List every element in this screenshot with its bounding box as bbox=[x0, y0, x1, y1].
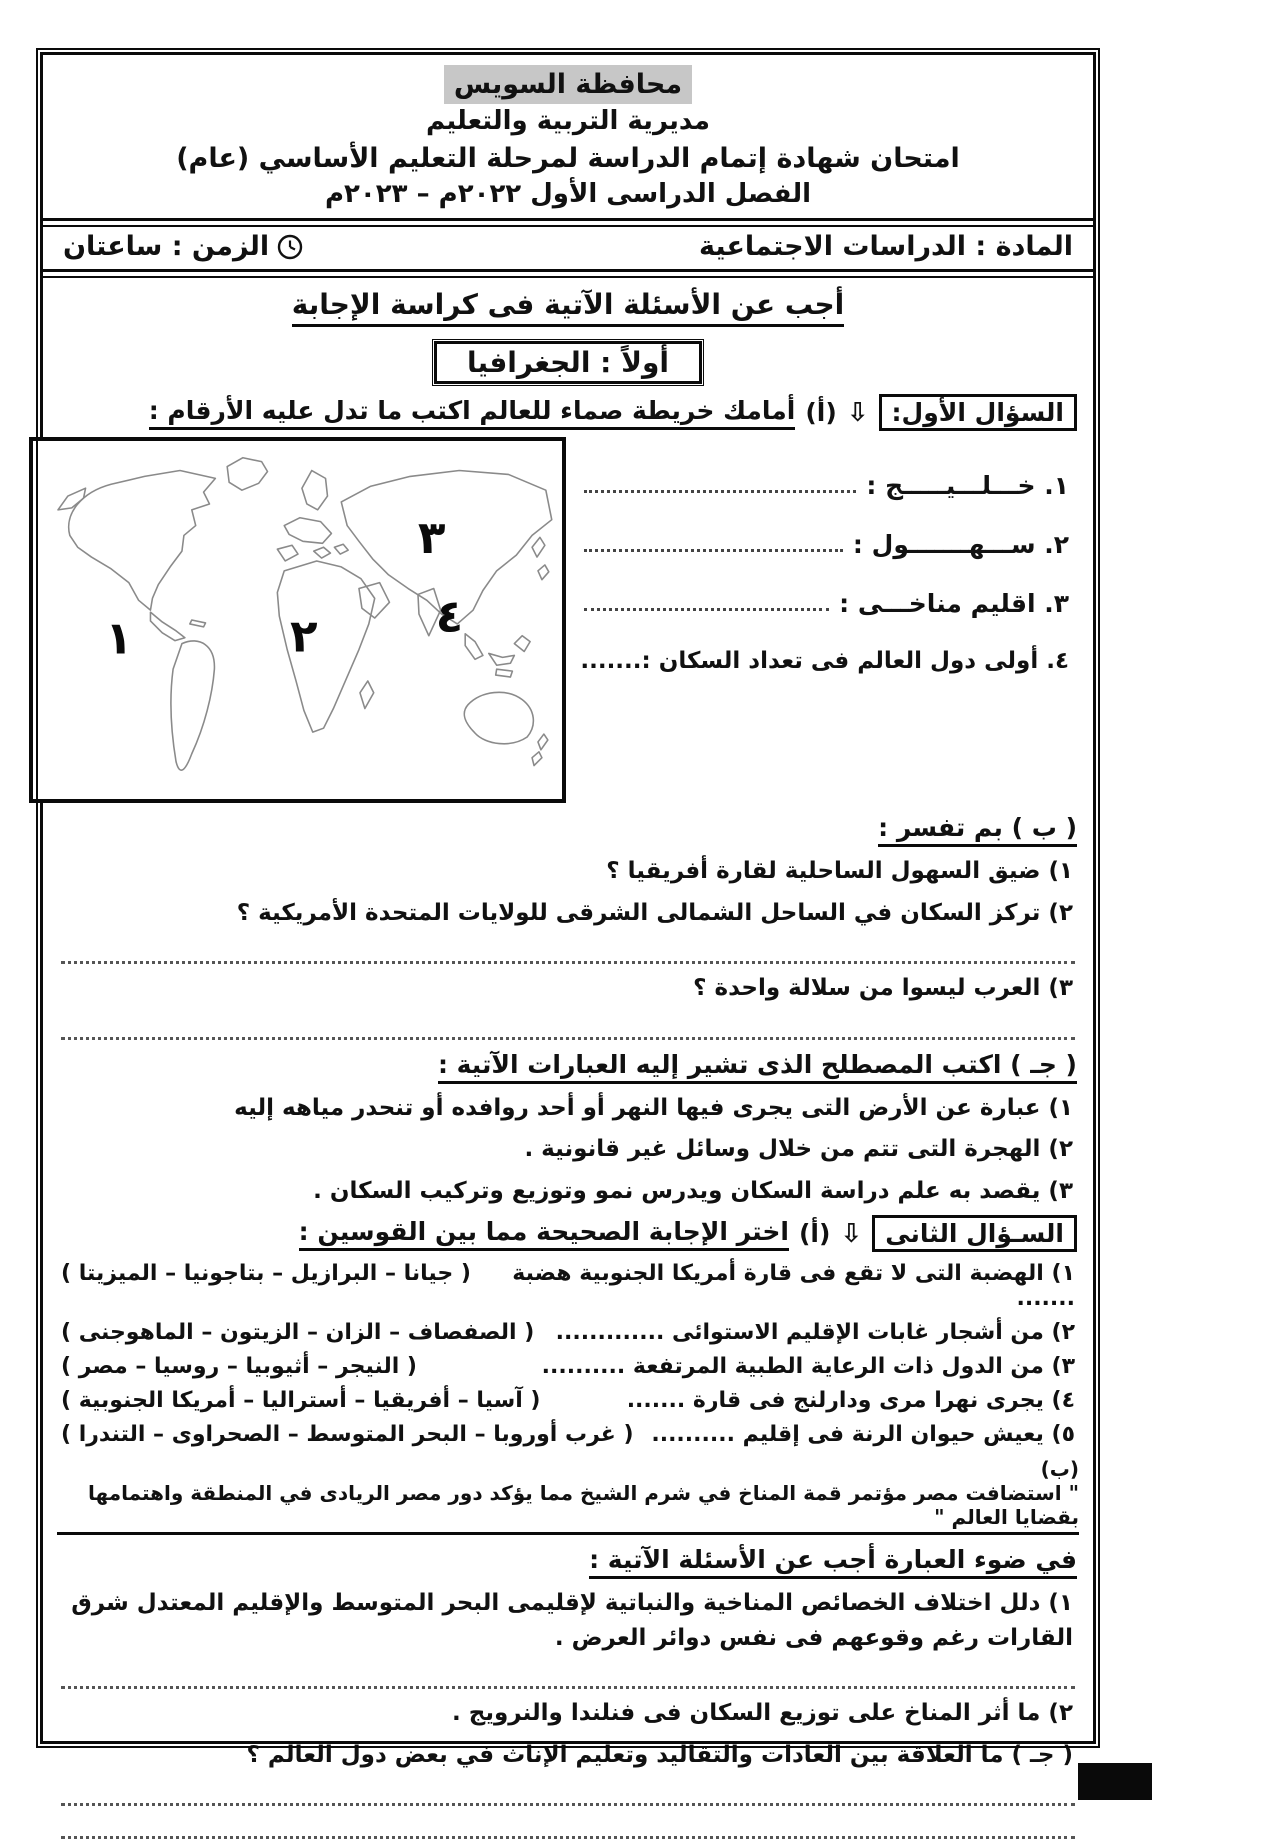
mcq-question: ١) الهضبة التى لا تقع فى قارة أمريكا الجنوبية هضبة ....... bbox=[512, 1261, 1075, 1312]
item-label: ١. خـــلـــيـــــج : bbox=[866, 471, 1069, 501]
question2-label: السـؤال الثانى bbox=[872, 1215, 1077, 1252]
mcq-row bbox=[61, 1261, 1075, 1311]
map-number-3: ٣ bbox=[418, 511, 446, 565]
q2-part-b-quote: " استضافت مصر مؤتمر قمة المناخ في شرم الشيخ مما يؤكد دور مصر الريادى في المنطقة واهتمامها بقضايا العالم " bbox=[57, 1481, 1079, 1535]
mcq-options: ( غرب أوروبا – البحر المتوسط – الصحراوى – التندرا ) bbox=[61, 1422, 634, 1448]
governorate-title: محافظة السويس bbox=[444, 65, 692, 104]
q1-part-b-heading bbox=[59, 813, 1077, 847]
divider bbox=[43, 269, 1093, 278]
instructions-text: أجب عن الأسئلة الآتية فى كراسة الإجابة bbox=[292, 288, 845, 327]
q1-part-c-label: ( جـ ) اكتب المصطلح الذى تشير إليه العبارات الآتية : bbox=[438, 1050, 1077, 1084]
exam-paper-page bbox=[40, 52, 1096, 1768]
mcq-question: ٥) يعيش حيوان الرنة فى إقليم .......... bbox=[651, 1422, 1075, 1448]
answer-line bbox=[61, 937, 1075, 964]
question1-body bbox=[57, 437, 1079, 803]
question1-heading bbox=[59, 394, 1077, 431]
mcq-options: ( آسيا – أفريقيا – أستراليا – أمريكا الجنوبية ) bbox=[61, 1388, 541, 1414]
mcq-options: ( الصفصاف – الزان – الزيتون – الماهوجنى ) bbox=[61, 1320, 535, 1346]
clock-icon bbox=[277, 234, 303, 260]
answer-blank bbox=[584, 608, 829, 611]
map-number-2: ٢ bbox=[290, 609, 319, 663]
answer-blank bbox=[584, 490, 856, 493]
question2-heading bbox=[59, 1215, 1077, 1252]
question1-part-a-text: أمامك خريطة صماء للعالم اكتب ما تدل عليه الأرقام : bbox=[149, 396, 796, 430]
part-b-prefix: (ب) bbox=[1040, 1457, 1079, 1482]
q2-part-c: ( جـ ) ما العلاقة بين العادات والتقاليد وتعليم الإناث في بعض دول العالم ؟ bbox=[246, 1741, 1073, 1768]
question1-label: السؤال الأول: bbox=[879, 394, 1077, 431]
time-block bbox=[63, 231, 303, 262]
q2-part-b-item: ١) دلل اختلاف الخصائص المناخية والنباتية لإقليمى البحر المتوسط والإقليم المعتدل شرق القارات رغم وقوعهم فى نفس دوائر العرض . bbox=[71, 1590, 1073, 1651]
q1-part-b-item: ٣) العرب ليسوا من سلالة واحدة ؟ bbox=[693, 975, 1073, 1002]
down-arrow-icon: ⇩ bbox=[846, 397, 869, 428]
divider bbox=[43, 218, 1093, 227]
q1-part-c-item: ١) عبارة عن الأرض التى يجرى فيها النهر أو أحد روافده أو تنحدر مياهه إليه bbox=[234, 1094, 1073, 1121]
q2-part-b-follow bbox=[59, 1545, 1077, 1579]
time-label: الزمن : ساعتان bbox=[63, 231, 270, 263]
list-item bbox=[580, 648, 1069, 674]
q1-part-c-item: ٢) الهجرة التى تتم من خلال وسائل غير قانونية . bbox=[524, 1136, 1073, 1163]
q2-part-b-follow-text: في ضوء العبارة أجب عن الأسئلة الآتية : bbox=[589, 1545, 1077, 1579]
part-a-prefix: (أ) bbox=[805, 398, 837, 428]
map-number-labels bbox=[106, 511, 464, 664]
mcq-row bbox=[61, 1388, 1075, 1413]
mcq-options: ( النيجر – أثيوبيا – روسيا – مصر ) bbox=[61, 1354, 417, 1380]
q2-part-b-quote-row bbox=[57, 1457, 1079, 1535]
term-title: الفصل الدراسى الأول ٢٠٢٢م – ٢٠٢٣م bbox=[324, 179, 811, 210]
exam-title: امتحان شهادة إتمام الدراسة لمرحلة التعليم الأساسي (عام) bbox=[176, 143, 960, 175]
mcq-question: ٣) من الدول ذات الرعاية الطبية المرتفعة .......... bbox=[541, 1354, 1075, 1380]
q1-part-b-item: ٢) تركز السكان في الساحل الشمالى الشرقى للولايات المتحدة الأمريكية ؟ bbox=[236, 899, 1073, 926]
q1-part-c-heading bbox=[59, 1050, 1077, 1084]
mcq-row bbox=[61, 1320, 1075, 1345]
item-label: ٣. اقليم مناخـــى : bbox=[839, 589, 1069, 619]
list-item bbox=[580, 589, 1069, 618]
mcq-question: ٤) يجرى نهرا مرى ودارلنج فى قارة ....... bbox=[626, 1388, 1075, 1414]
question2-part-a-text: اختر الإجابة الصحيحة مما بين القوسين : bbox=[299, 1217, 789, 1251]
mcq-question: ٢) من أشجار غابات الإقليم الاستوائى ............. bbox=[555, 1320, 1075, 1346]
q2-part-b-item: ٢) ما أثر المناخ على توزيع السكان فى فنلندا والنرويج . bbox=[452, 1700, 1073, 1727]
blank-world-map bbox=[29, 437, 566, 803]
down-arrow-icon: ⇩ bbox=[840, 1218, 863, 1249]
subject-label: المادة : الدراسات الاجتماعية bbox=[699, 231, 1073, 263]
mcq-row bbox=[61, 1422, 1075, 1447]
map-number-1: ١ bbox=[105, 611, 134, 665]
item-label: ٤. أولى دول العالم فى تعداد السكان :....... bbox=[580, 648, 1069, 675]
answer-line bbox=[61, 1013, 1075, 1040]
q1-part-c-item: ٣) يقصد به علم دراسة السكان ويدرس نمو وتوزيع وتركيب السكان . bbox=[313, 1177, 1073, 1204]
world-map-svg bbox=[33, 441, 562, 799]
map-number-4: ٤ bbox=[435, 590, 464, 644]
mcq-options: ( جيانا – البرازيل – بتاجونيا – الميزيتا ) bbox=[61, 1261, 471, 1287]
answer-line bbox=[61, 1812, 1075, 1839]
section-title-geography: أولاً : الجغرافيا bbox=[434, 341, 702, 384]
answer-line bbox=[61, 1662, 1075, 1689]
exam-header bbox=[57, 61, 1079, 213]
answer-instructions bbox=[57, 288, 1079, 327]
list-item bbox=[580, 530, 1069, 559]
list-item bbox=[580, 471, 1069, 500]
answer-blank bbox=[584, 549, 843, 552]
section-title-wrap bbox=[57, 341, 1079, 384]
item-label: ٢. ســـهـــــــول : bbox=[852, 530, 1069, 560]
mcq-row bbox=[61, 1354, 1075, 1379]
question1-items bbox=[566, 437, 1079, 803]
q1-part-b-item: ١) ضيق السهول الساحلية لقارة أفريقيا ؟ bbox=[606, 858, 1073, 885]
answer-line bbox=[61, 1779, 1075, 1806]
part-a-prefix: (أ) bbox=[798, 1219, 831, 1249]
q1-part-b-label: ( ب ) بم تفسر : bbox=[878, 813, 1077, 847]
subject-time-row bbox=[57, 227, 1079, 264]
scan-corner-mark bbox=[1078, 1763, 1152, 1800]
directorate-title: مديرية التربية والتعليم bbox=[425, 106, 711, 137]
